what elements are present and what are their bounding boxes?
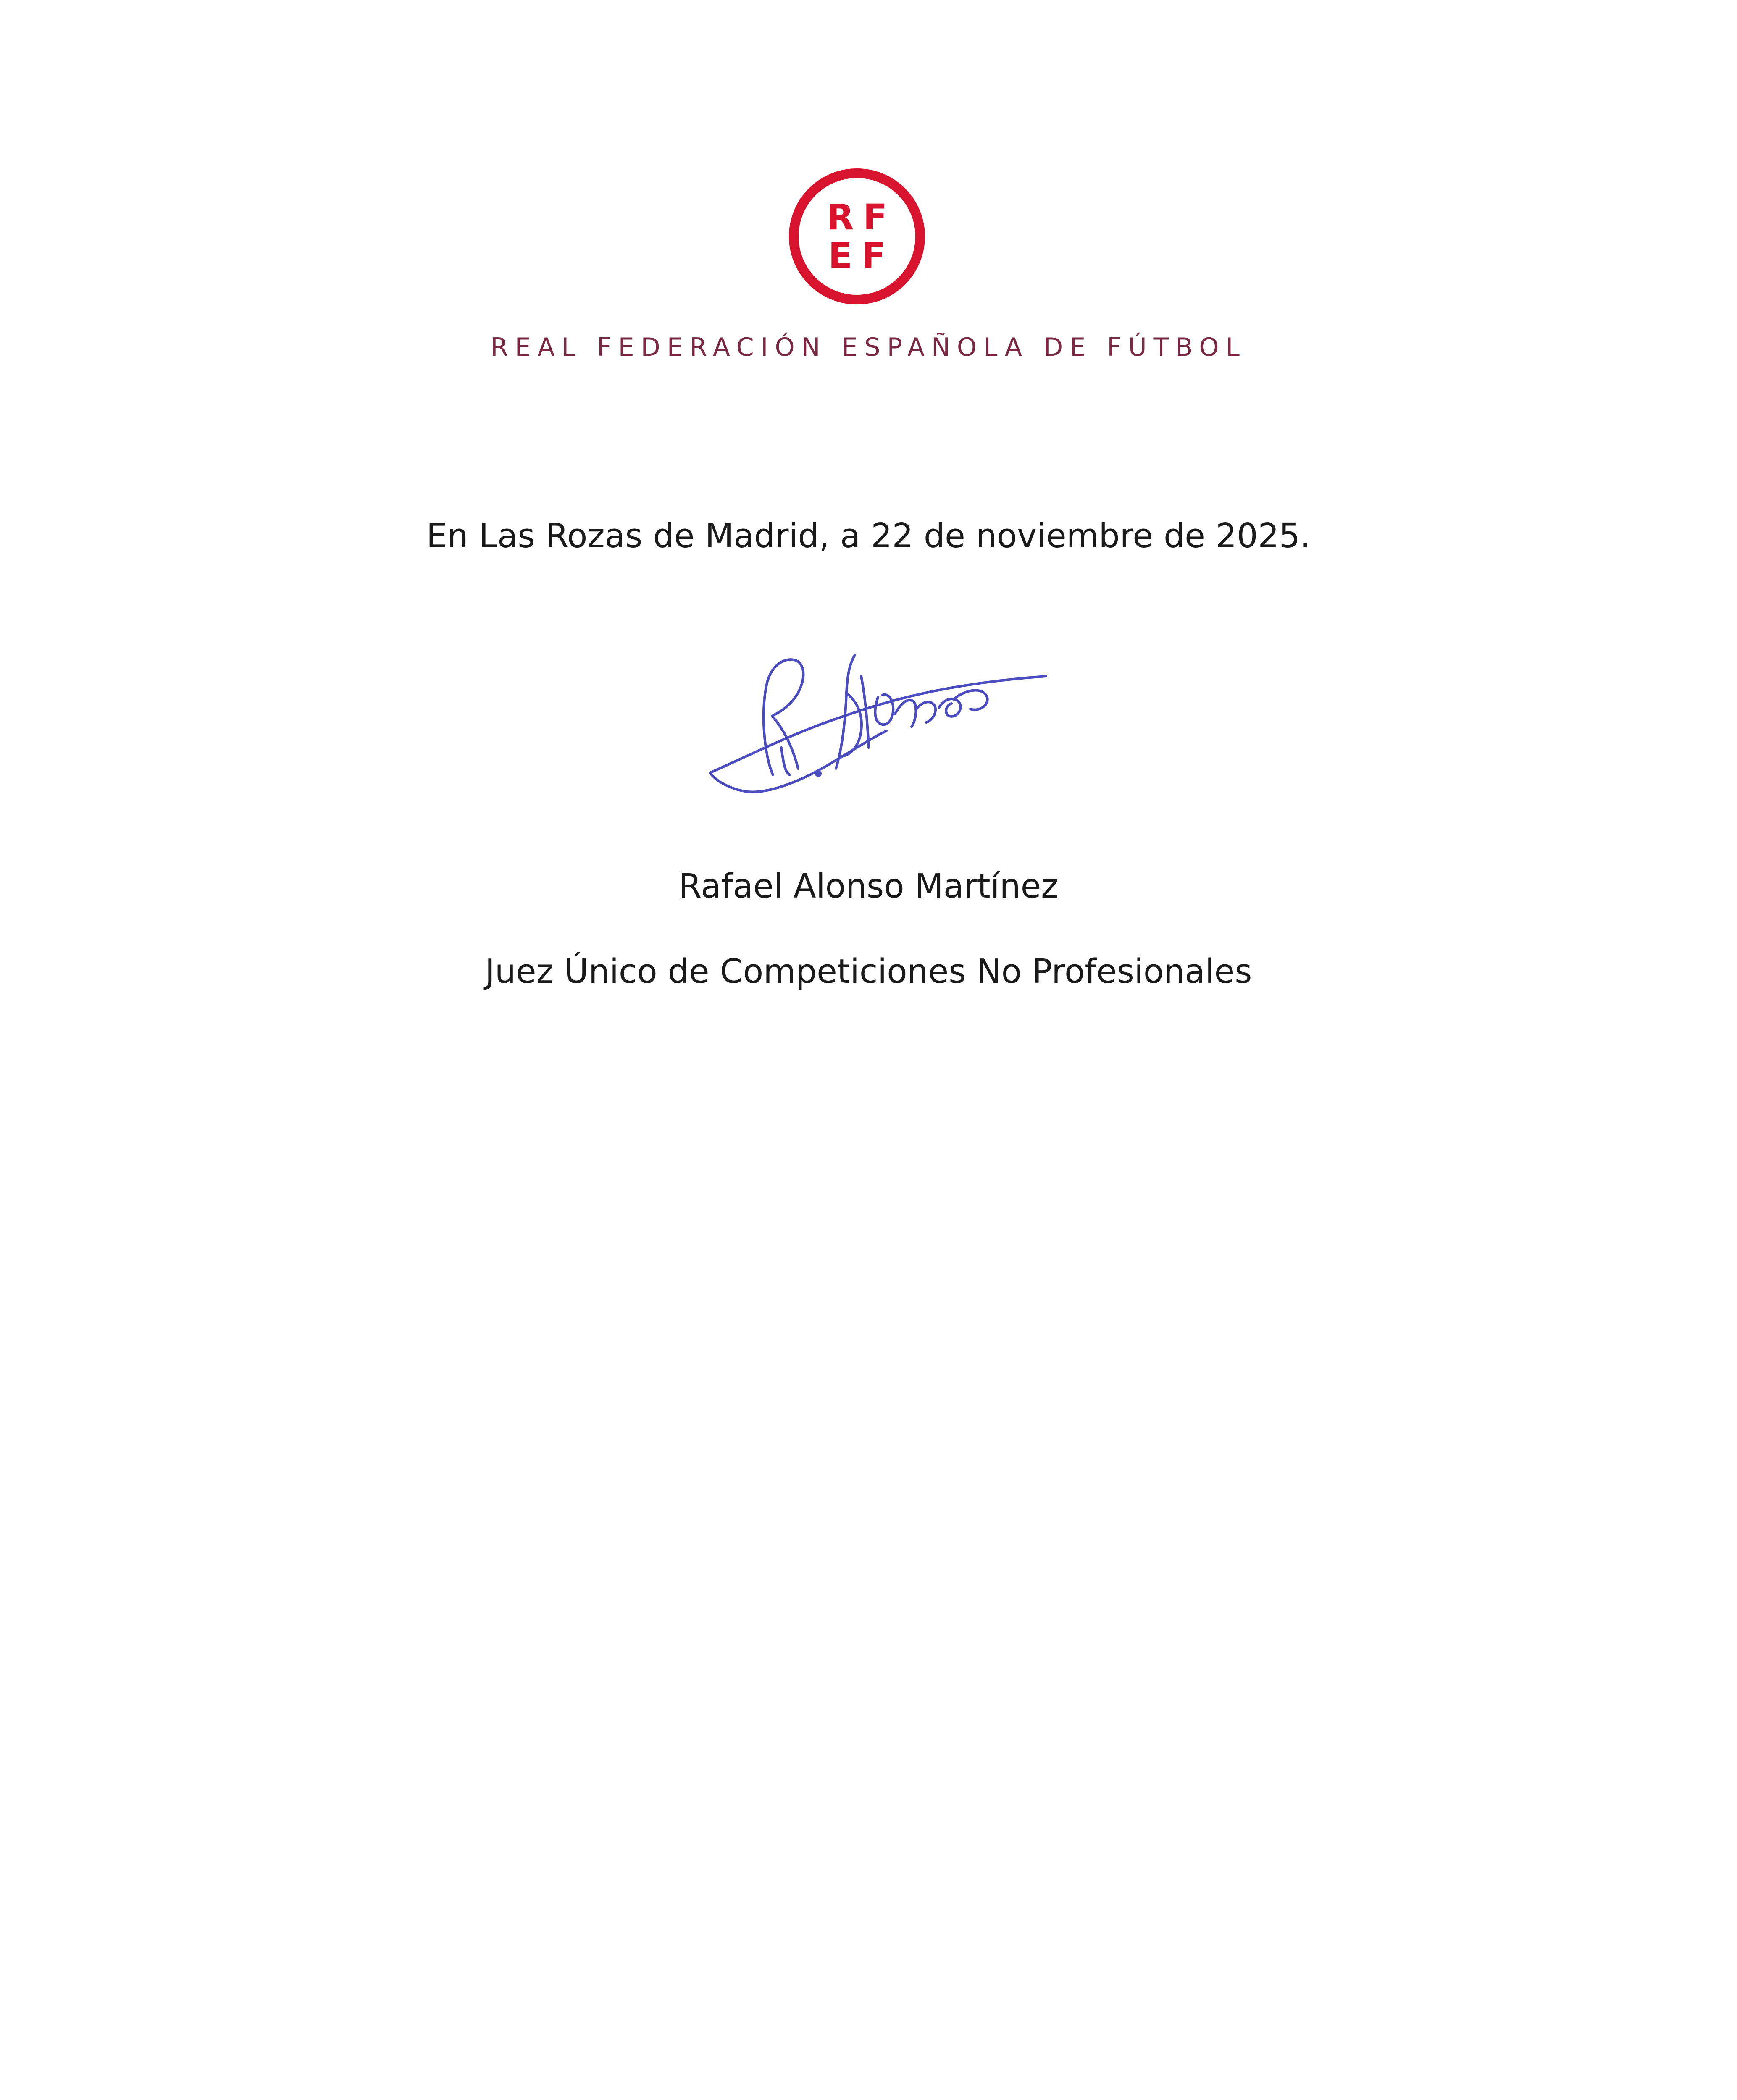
rfef-logo — [789, 168, 925, 304]
logo-line-1: RF — [826, 197, 897, 238]
organization-name: REAL FEDERACIÓN ESPAÑOLA DE FÚTBOL — [490, 333, 1247, 362]
signature-icon — [697, 630, 1059, 823]
signatory-role: Juez Único de Competiciones No Profesionales — [485, 952, 1252, 991]
rfef-logo-letters — [799, 178, 915, 295]
place-and-date: En Las Rozas de Madrid, a 22 de noviembre de 2025. — [426, 517, 1311, 555]
signatory-name: Rafael Alonso Martínez — [678, 867, 1059, 906]
logo-line-2: EF — [828, 235, 895, 276]
